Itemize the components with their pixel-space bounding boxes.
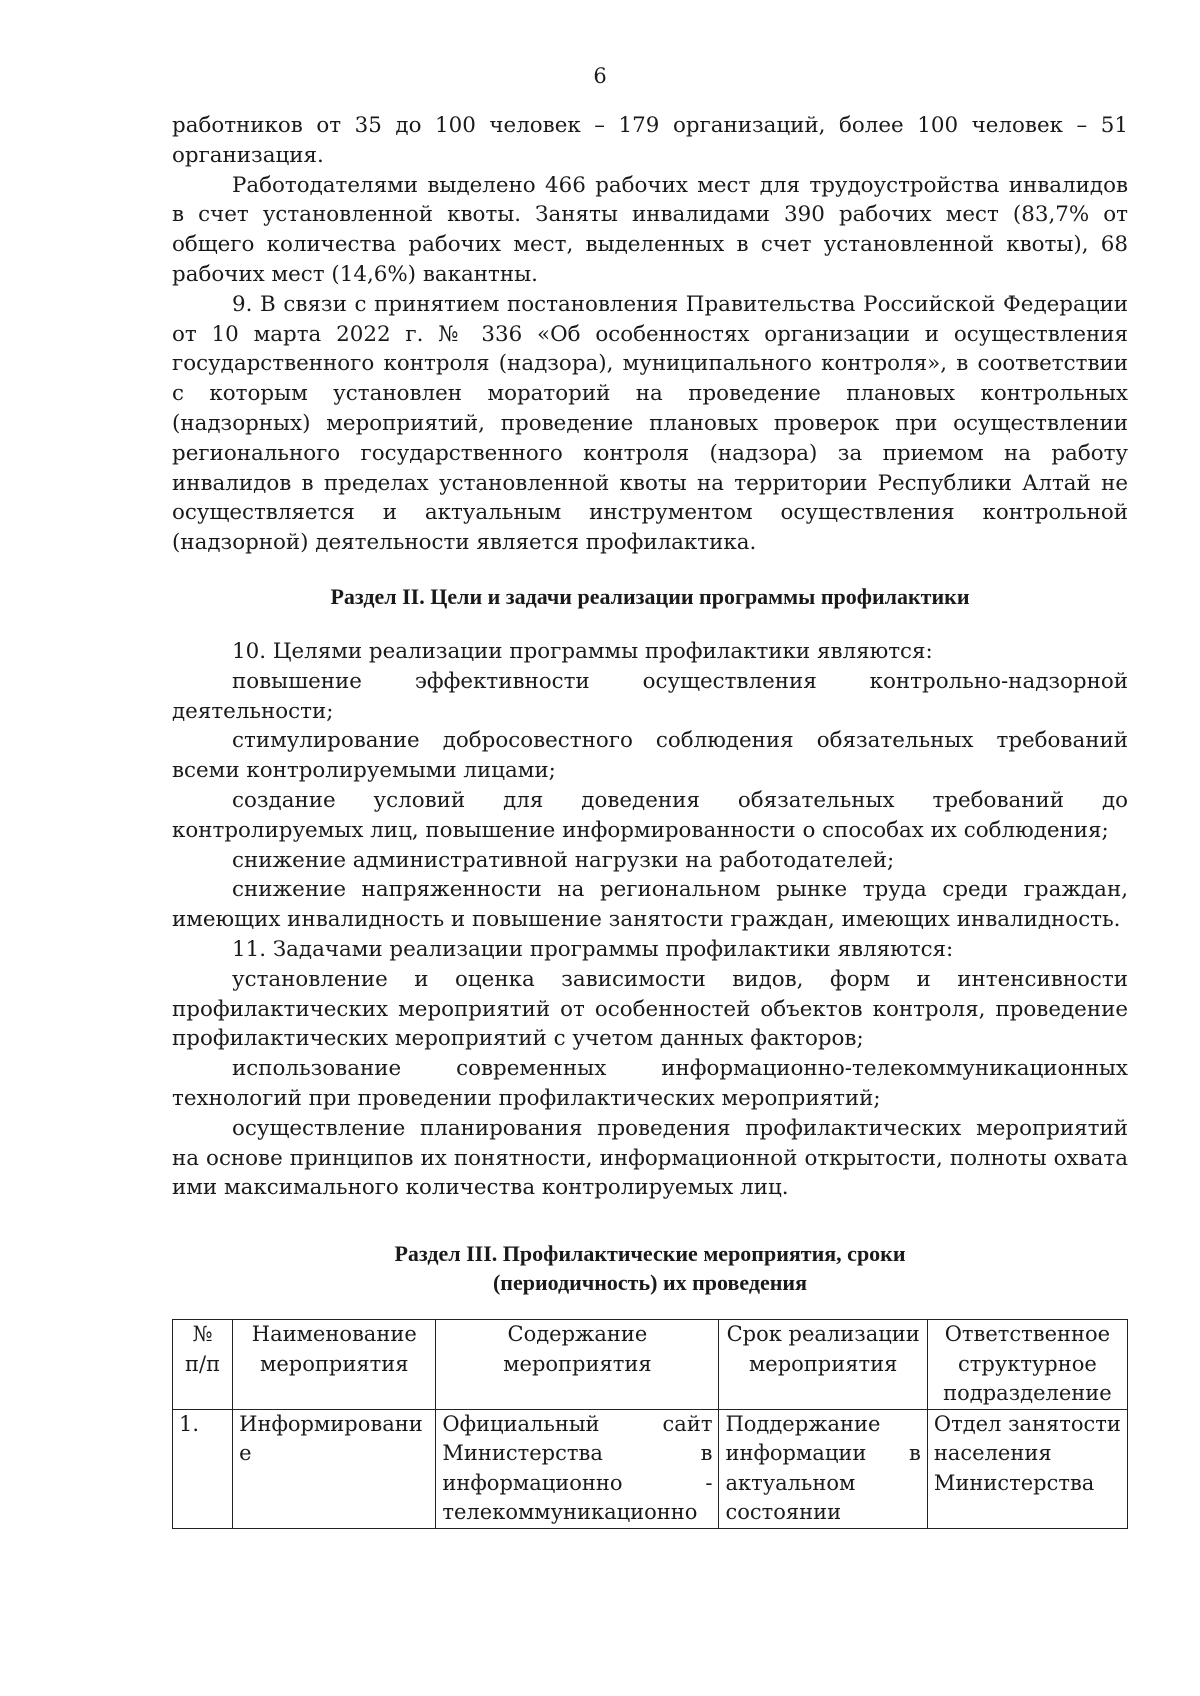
table-header-row: [173, 1320, 1128, 1410]
cell-responsible: Отдел занятости населения Министерства: [927, 1409, 1127, 1528]
task-item: установление и оценка зависимости видов, форм и интенсивности профилактических мероприятий от особенностей объектов контроля, проведение профилактических мероприятий с учетом данных факторов;: [172, 966, 1128, 1052]
task-item: осуществление планирования проведения профилактических мероприятий на основе принципов их понятности, информационной открытости, полноты охвата ими максимального количества контролируемых лиц.: [172, 1115, 1128, 1201]
document-body: [172, 111, 1128, 1529]
goal-item: снижение напряженности на региональном рынке труда среди граждан, имеющих инвалидность и повышение занятости граждан, имеющих инвалидность.: [172, 877, 1128, 933]
paragraph-quota: Работодателями выделено 466 рабочих мест для трудоустройства инвалидов в счет установленной квоты. Заняты инвалидами 390 рабочих мест (83,7% от общего количества рабочих мест, выделенных в счет установленной квоты), 68 рабочих мест (14,6%) вакантны.: [172, 172, 1128, 287]
cell-term: Поддержание информации в актуальном состоянии: [719, 1409, 927, 1528]
goal-item: создание условий для доведения обязательных требований до контролируемых лиц, повышение информированности о способах их соблюдения;: [172, 787, 1128, 843]
header-responsible: Ответственное структурное подразделение: [927, 1320, 1127, 1410]
header-content: Содержание мероприятия: [436, 1320, 719, 1410]
paragraph-item-9: 9. В связи с принятием постановления Правительства Российской Федерации от 10 марта 2022 г. № 336 «Об особенностях организации и осуществления государственного контроля (надзора), муниципального контроля», в соответствии с которым установлен мораторий на проведение плановых контрольных (надзорных) мероприятий, проведение плановых проверок при осуществлении регионального государственного контроля (надзора) за приемом на работу инвалидов в пределах установленной квоты на территории Республики Алтай не осуществляется и актуальным инструментом осуществления контрольной (надзорной) деятельности является профилактика.: [172, 291, 1128, 556]
paragraph-continuation: работников от 35 до 100 человек – 179 организаций, более 100 человек – 51 организация.: [172, 113, 1128, 168]
goal-item: повышение эффективности осуществления контрольно-надзорной деятельности;: [172, 668, 1128, 724]
paragraph-item-10: 10. Целями реализации программы профилактики являются:: [232, 638, 933, 664]
paragraph-item-11: 11. Задачами реализации программы профилактики являются:: [232, 936, 954, 962]
goal-item: снижение административной нагрузки на работодателей;: [232, 847, 895, 873]
header-num: № п/п: [173, 1320, 233, 1410]
table-row: [173, 1409, 1128, 1528]
section-3-title-line-1: Раздел III. Профилактические мероприятия, сроки: [394, 1241, 906, 1267]
section-2-title: Раздел II. Цели и задачи реализации программы профилактики: [330, 583, 970, 609]
header-name: Наименование мероприятия: [233, 1320, 436, 1410]
events-table: [172, 1319, 1128, 1529]
page-number: 6: [593, 64, 607, 88]
section-3-title: [172, 1239, 1128, 1297]
cell-content: Официальный сайт Министерства в информационно - телекоммуникационно: [436, 1409, 719, 1528]
header-term: Срок реализации мероприятия: [719, 1320, 927, 1410]
task-item: использование современных информационно-телекоммуникационных технологий при проведении профилактических мероприятий;: [172, 1056, 1128, 1111]
cell-name: Информирование: [233, 1409, 436, 1528]
cell-num: 1.: [173, 1409, 233, 1528]
section-3-title-line-2: (периодичность) их проведения: [492, 1270, 807, 1296]
goal-item: стимулирование добросовестного соблюдения обязательных требований всеми контролируемыми лицами;: [172, 728, 1128, 784]
